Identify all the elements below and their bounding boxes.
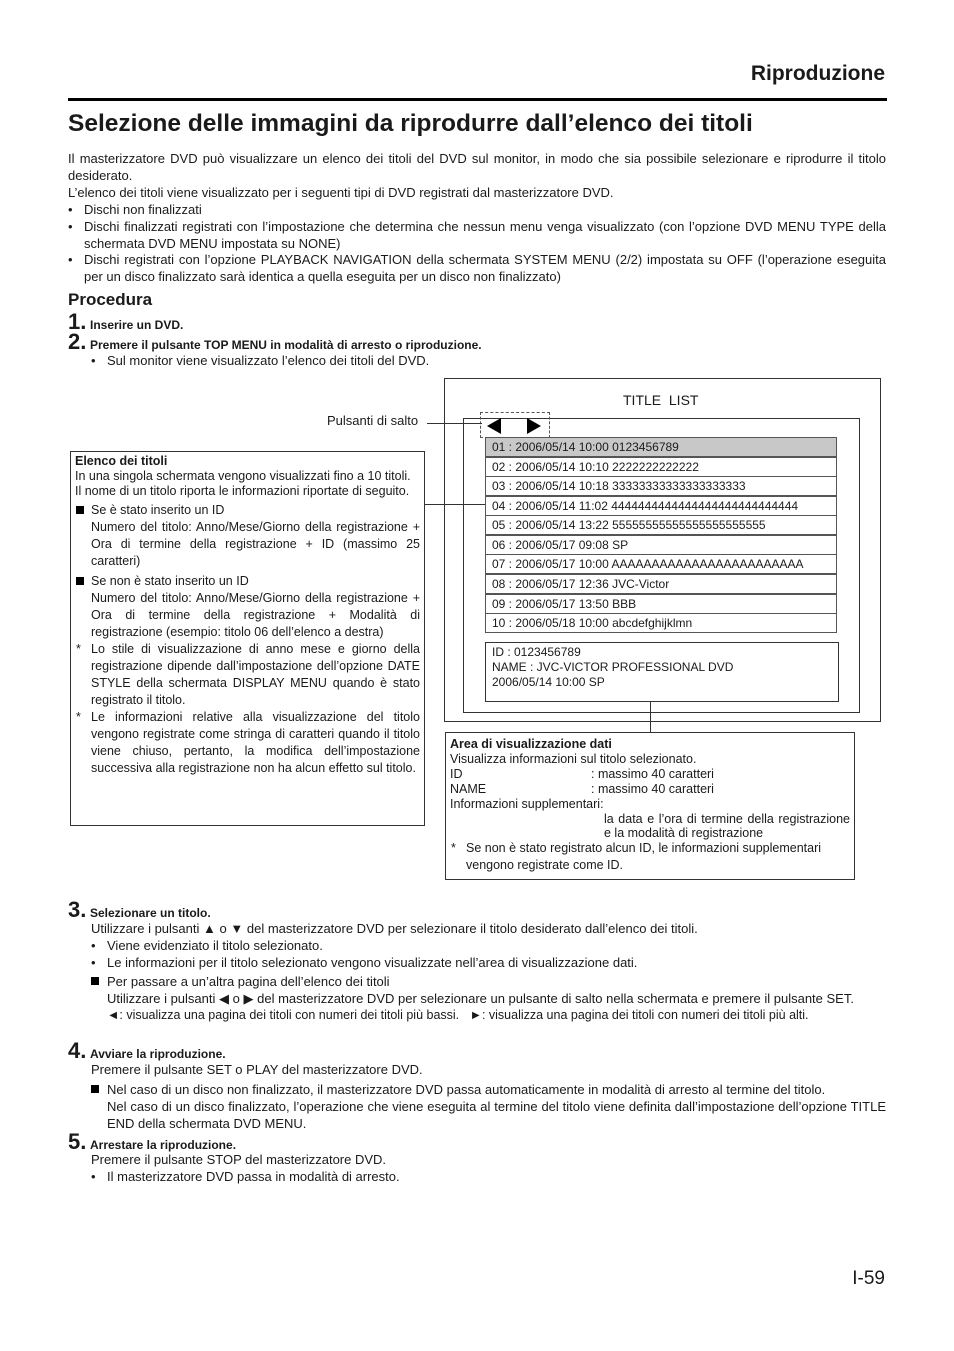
step-2-bullet: • Sul monitor viene visualizzato l’elenco dei titoli del DVD. <box>91 352 886 369</box>
step-label: Premere il pulsante TOP MENU in modalità di arresto o riproduzione. <box>89 338 482 352</box>
callout-line: Il nome di un titolo riporta le informazioni riportate di seguito. <box>75 484 410 498</box>
data-leader-line <box>650 702 651 732</box>
callout-square-item <box>75 502 420 570</box>
info-extra: 2006/05/14 10:00 SP <box>492 675 605 689</box>
title-row[interactable]: 02 : 2006/05/14 10:10 2222222222222 <box>485 457 837 477</box>
square-bullet-icon <box>91 1085 99 1093</box>
step-5-text: Premere il pulsante STOP del masterizzatore DVD. <box>91 1152 387 1167</box>
step-3-text: Utilizzare i pulsanti ▲ o ▼ del masterizzatore DVD per selezionare il titolo desiderato dall’elenco dei titoli. <box>91 921 698 936</box>
step-2 <box>68 329 482 354</box>
title-row[interactable]: 05 : 2006/05/14 13:22 55555555555555555555555 <box>485 515 837 535</box>
title-list-heading: TITLE LIST <box>623 392 699 408</box>
step-4 <box>68 1038 226 1063</box>
callout-id-row: ID : massimo 40 caratteri <box>450 767 714 781</box>
title-row[interactable]: 10 : 2006/05/18 10:00 abcdefghijklmn <box>485 613 837 633</box>
callout-item-body: Numero del titolo: Anno/Mese/Giorno della registrazione + Ora di termine della registrazione + Modalità di registrazione (esempio: titolo 06 dell’elenco a destra) <box>91 591 420 639</box>
callout-name-row: NAME : massimo 40 caratteri <box>450 782 714 796</box>
step-5-bullet: • Il masterizzatore DVD passa in modalità di arresto. <box>91 1168 886 1185</box>
intro-paragraph-1: Il masterizzatore DVD può visualizzare un elenco dei titoli del DVD sul monitor, in modo che sia possibile selezionare e riprodurre il titolo desiderato. <box>68 151 886 183</box>
step-label: Inserire un DVD. <box>89 318 184 332</box>
step-3-square-item: Per passare a un’altra pagina dell’elenco dei titoli Utilizzare i pulsanti ◀ o ▶ del masterizzatore DVD per selezionare un pulsante di salto nella schermata e premere il pulsante SET. ◄: visualizza una pagina dei titoli con numeri dei titoli più bassi. ►: visualizza una pagina dei titoli con numeri dei titoli più alti. <box>91 973 886 1024</box>
callout-note: * Lo stile di visualizzazione di anno mese e giorno della registrazione dipende dall’impostazione dell’opzione DATE STYLE della schermata DISPLAY MENU quando è stato registrato il titolo. <box>76 642 420 707</box>
data-display-area <box>485 642 839 702</box>
prev-jump-icon: ◄ <box>107 1008 120 1022</box>
title-row[interactable]: 08 : 2006/05/17 12:36 JVC-Victor <box>485 574 837 594</box>
info-id: ID : 0123456789 <box>492 645 581 659</box>
page-number: I-59 <box>852 1268 885 1289</box>
intro-bullet-1: • Dischi non finalizzati <box>68 201 886 218</box>
title-list-callout <box>70 451 425 826</box>
step-number: 4. <box>68 1038 87 1063</box>
header-rule <box>68 98 887 101</box>
jump-leader-line <box>427 423 482 424</box>
callout-title: Area di visualizzazione dati <box>450 737 612 751</box>
intro-paragraph-2: L’elenco dei titoli viene visualizzato per i seguenti tipi di DVD registrati dal masterizzatore DVD. <box>68 185 614 200</box>
step-4-square-item: Nel caso di un disco non finalizzato, il masterizzatore DVD passa automaticamente in modalità di arresto al termine del titolo. Nel caso di un disco finalizzato, l’operazione che viene eseguita al termine del titolo viene definita dall’impostazione dell’opzione TITLE END della schermata DVD MENU. <box>91 1081 886 1132</box>
step-label: Avviare la riproduzione. <box>89 1047 226 1061</box>
callout-line: Informazioni supplementari: <box>450 797 604 811</box>
page-title: Selezione delle immagini da riprodurre dall’elenco dei titoli <box>68 110 753 137</box>
title-row[interactable]: 06 : 2006/05/17 09:08 SP <box>485 535 837 555</box>
callout-line: In una singola schermata vengono visualizzati fino a 10 titoli. <box>75 469 411 483</box>
step-number: 5. <box>68 1129 87 1154</box>
title-row[interactable]: 01 : 2006/05/14 10:00 0123456789 <box>485 437 837 457</box>
step-3-bullet-1: • Viene evidenziato il titolo selezionato. <box>91 937 886 954</box>
left-arrow-icon: ◀ <box>219 991 229 1006</box>
next-page-icon[interactable] <box>527 418 541 434</box>
step-label: Arrestare la riproduzione. <box>89 1138 237 1152</box>
jump-buttons-label: Pulsanti di salto <box>327 413 419 428</box>
procedure-heading: Procedura <box>68 290 153 309</box>
callout-item-head: Se non è stato inserito un ID <box>91 574 249 588</box>
step-3 <box>68 897 211 922</box>
square-bullet-icon <box>76 577 84 585</box>
right-arrow-icon: ▶ <box>243 991 254 1006</box>
step-4-text: Premere il pulsante SET o PLAY del masterizzatore DVD. <box>91 1062 423 1077</box>
square-bullet-icon <box>91 977 99 985</box>
callout-square-item <box>75 573 420 641</box>
title-row[interactable]: 09 : 2006/05/17 13:50 BBB <box>485 594 837 614</box>
title-row[interactable]: 07 : 2006/05/17 10:00 AAAAAAAAAAAAAAAAAAAAAAAA <box>485 554 837 574</box>
callout-line: Visualizza informazioni sul titolo selezionato. <box>450 752 697 766</box>
step-5 <box>68 1129 237 1154</box>
step-number: 1. <box>68 309 87 334</box>
info-name: NAME : JVC-VICTOR PROFESSIONAL DVD <box>492 660 734 674</box>
down-arrow-icon: ▼ <box>230 921 244 936</box>
callout-line: la data e l’ora di termine della registrazione e la modalità di registrazione <box>604 812 850 840</box>
callout-item-head: Se è stato inserito un ID <box>91 503 225 517</box>
list-leader-line <box>425 504 485 505</box>
step-number: 2. <box>68 329 87 354</box>
step-3-bullet-2: • Le informazioni per il titolo selezionato vengono visualizzate nell’area di visualizzazione dati. <box>91 954 886 971</box>
title-row[interactable]: 03 : 2006/05/14 10:18 33333333333333333333 <box>485 476 837 496</box>
jump-buttons <box>480 412 550 438</box>
callout-title: Elenco dei titoli <box>75 454 168 468</box>
square-bullet-icon <box>76 506 84 514</box>
section-title: Riproduzione <box>750 62 885 85</box>
step-number: 3. <box>68 897 87 922</box>
up-arrow-icon: ▲ <box>203 921 216 936</box>
callout-item-body: Numero del titolo: Anno/Mese/Giorno della registrazione + Ora di termine della registrazione + ID (massimo 25 caratteri) <box>91 520 420 568</box>
intro-bullet-2: • Dischi finalizzati registrati con l’impostazione che determina che nessun menu venga visualizzato (con l’opzione DVD MENU TYPE della schermata DVD MENU impostata su NONE) <box>68 218 886 252</box>
callout-note: * Le informazioni relative alla visualizzazione del titolo vengono registrate come stringa di caratteri quando il titolo viene chiuso, pertanto, la modifica dell’impostazione successiva alla registrazione non ha alcun effetto sul titolo. <box>76 710 420 775</box>
callout-note: * Se non è stato registrato alcun ID, le informazioni supplementari vengono registrate come ID. <box>451 841 822 872</box>
step-label: Selezionare un titolo. <box>89 906 211 920</box>
next-jump-icon: ► <box>469 1008 482 1022</box>
intro-bullet-3: • Dischi registrati con l’opzione PLAYBACK NAVIGATION della schermata SYSTEM MENU (2/2) impostata su OFF (l’operazione eseguita per un disco finalizzato sarà identica a quella eseguita per un disco non finalizzato) <box>68 251 886 285</box>
prev-page-icon[interactable] <box>487 418 501 434</box>
data-area-callout <box>445 732 855 880</box>
title-row[interactable]: 04 : 2006/05/14 11:02 4444444444444444444444444444 <box>485 496 837 516</box>
